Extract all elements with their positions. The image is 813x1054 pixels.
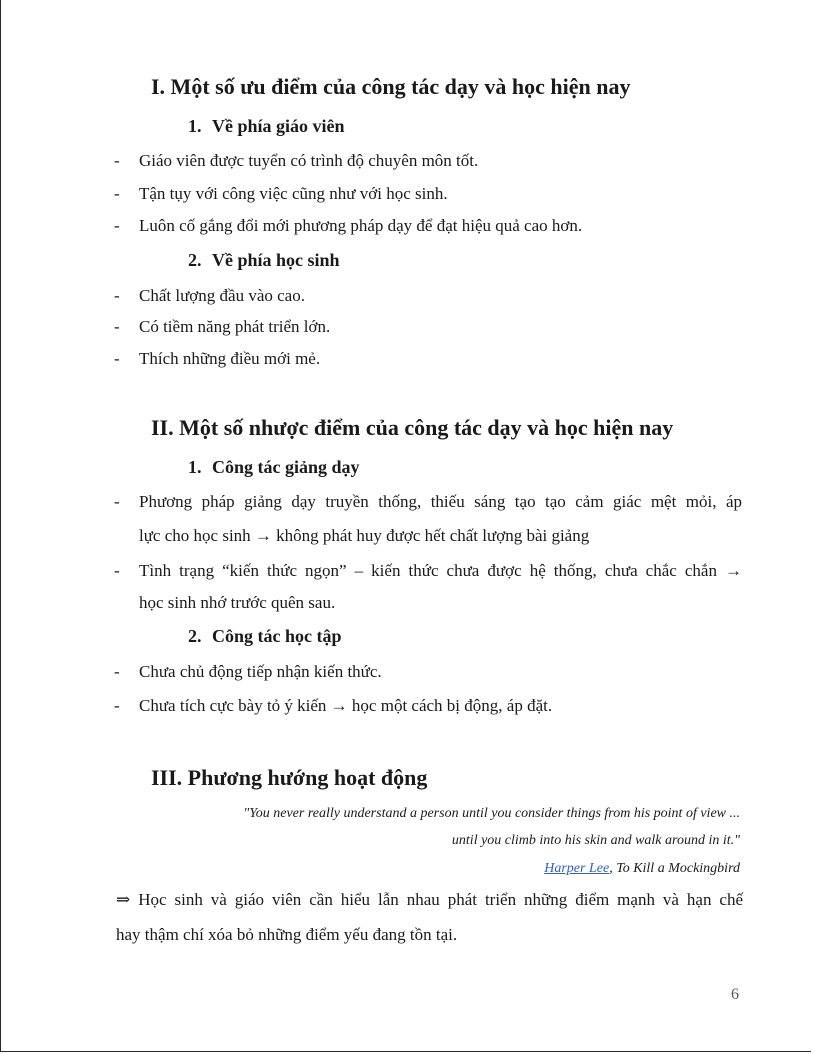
subsection-number: 2.: [188, 626, 202, 646]
subsection-title: Công tác học tập: [212, 626, 342, 646]
subsection-number: 1.: [188, 457, 202, 477]
section-1-title: I. Một số ưu điểm của công tác dạy và học hiện nay: [151, 74, 631, 99]
bullet-dash: -: [114, 317, 120, 336]
list-item-line: học sinh nhớ trước quên sau.: [139, 593, 336, 612]
section-3-title: III. Phương hướng hoạt động: [151, 765, 428, 790]
subsection-title: Về phía học sinh: [212, 250, 340, 270]
list-item: Thích những điều mới mẻ.: [139, 349, 321, 368]
list-item: Có tiềm năng phát triển lớn.: [139, 317, 331, 336]
section-1-subsection-1-heading: [188, 116, 345, 137]
bullet-dash: -: [114, 151, 120, 170]
author-link[interactable]: Harper Lee: [544, 861, 610, 876]
bullet-dash: -: [114, 696, 120, 715]
list-item: Tận tụy với công việc cũng như với học sinh.: [139, 184, 448, 203]
conclusion-line: hay thậm chí xóa bỏ những điểm yếu đang tồn tại.: [116, 925, 458, 944]
bullet-dash: -: [114, 561, 120, 580]
section-2-subsection-2-heading: [188, 626, 342, 647]
list-item-line: Phương pháp giảng dạy truyền thống, thiếu sáng tạo tạo cảm giác mệt mỏi, áp: [139, 492, 742, 511]
list-item: Giáo viên được tuyển có trình độ chuyên môn tốt.: [139, 151, 479, 170]
conclusion-line: ⇒ Học sinh và giáo viên cần hiểu lẫn nhau phát triển những điểm mạnh và hạn chế: [116, 890, 743, 909]
list-item: Chưa chủ động tiếp nhận kiến thức.: [139, 662, 382, 681]
bullet-dash: -: [114, 286, 120, 305]
bullet-dash: -: [114, 184, 120, 203]
quote-attribution: [544, 861, 740, 877]
list-item-line: lực cho học sinh → không phát huy được hết chất lượng bài giảng: [139, 526, 590, 545]
work-title: , To Kill a Mockingbird: [609, 861, 740, 876]
list-item-line: Tình trạng “kiến thức ngọn” – kiến thức chưa được hệ thống, chưa chắc chắn →: [139, 561, 742, 580]
section-1-subsection-2-heading: [188, 250, 340, 271]
section-2-subsection-1-heading: [188, 457, 360, 478]
bullet-dash: -: [114, 216, 120, 235]
list-item: Chất lượng đầu vào cao.: [139, 286, 305, 305]
list-item: Luôn cố gắng đổi mới phương pháp dạy để đạt hiệu quả cao hơn.: [139, 216, 583, 235]
subsection-title: Công tác giảng dạy: [212, 457, 360, 477]
subsection-number: 1.: [188, 116, 202, 136]
bullet-dash: -: [114, 662, 120, 681]
subsection-title: Về phía giáo viên: [212, 116, 345, 136]
subsection-number: 2.: [188, 250, 202, 270]
quote-line: "You never really understand a person until you consider things from his point of view ...: [243, 806, 740, 821]
bullet-dash: -: [114, 349, 120, 368]
list-item: Chưa tích cực bày tỏ ý kiến → học một cách bị động, áp đặt.: [139, 696, 553, 715]
quote-line: until you climb into his skin and walk around in it.": [451, 833, 740, 848]
section-2-title: II. Một số nhược điểm của công tác dạy và học hiện nay: [151, 415, 674, 440]
page-number: 6: [731, 986, 739, 1003]
bullet-dash: -: [114, 492, 120, 511]
